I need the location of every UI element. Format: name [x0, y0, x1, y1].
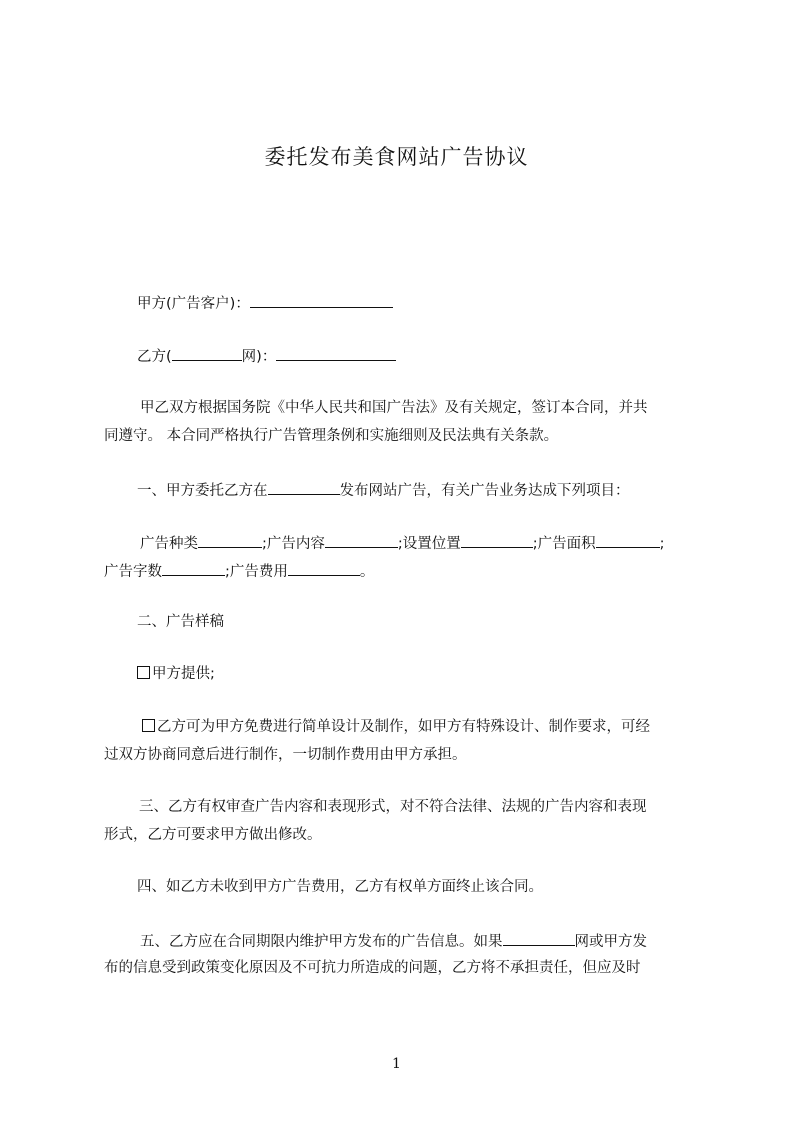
party-b-name-blank[interactable] — [276, 345, 396, 361]
ad-content-label: ;广告内容 — [262, 536, 325, 552]
section-3-line-2: 形式，乙方可要求甲方做出修改。 — [104, 827, 322, 843]
ad-cost-label: ;广告费用 — [225, 564, 288, 580]
party-b-site-blank[interactable] — [172, 345, 242, 361]
option-1-checkbox[interactable] — [137, 666, 150, 679]
section-5-suffix: 网或甲方发 — [574, 934, 647, 950]
ad-content-blank[interactable] — [325, 532, 398, 548]
ad-items-end-2: 。 — [359, 564, 375, 580]
option-1-label: 甲方提供; — [152, 666, 215, 682]
ad-cost-blank[interactable] — [288, 560, 360, 576]
section-3-line-1: 三、乙方有权审查广告内容和表现形式，对不符合法律、法规的广告内容和表现 — [139, 799, 647, 815]
ad-items-line-1 — [140, 532, 665, 554]
section-1-suffix: 发布网站广告，有关广告业务达成下列项目： — [339, 483, 630, 499]
ad-type-label: 广告种类 — [140, 536, 198, 552]
section-5-site-blank[interactable] — [503, 930, 575, 946]
option-party-a-provides — [137, 664, 215, 684]
section-5-prefix: 五、乙方应在合同期限内维护甲方发布的广告信息。如果 — [140, 934, 503, 950]
page-number: 1 — [392, 1056, 401, 1072]
party-b-line — [137, 345, 396, 367]
ad-area-blank[interactable] — [596, 532, 660, 548]
section-2-heading: 二、广告样稿 — [137, 614, 224, 630]
party-a-label: 甲方(广告客户)： — [137, 296, 250, 312]
section-4: 四、如乙方未收到甲方广告费用，乙方有权单方面终止该合同。 — [137, 879, 543, 895]
section-1-site-blank[interactable] — [268, 479, 340, 495]
ad-words-blank[interactable] — [162, 560, 225, 576]
ad-position-label: ;设置位置 — [397, 536, 461, 552]
party-a-line — [137, 292, 393, 314]
party-a-blank[interactable] — [250, 292, 393, 308]
ad-type-blank[interactable] — [198, 532, 262, 548]
option-2-line-1: 乙方可为甲方免费进行简单设计及制作，如甲方有特殊设计、制作要求，可经 — [157, 719, 650, 735]
ad-items-line-2 — [104, 560, 374, 582]
intro-line-2: 同遵守。 本合同严格执行广告管理条例和实施细则及民法典有关条款。 — [104, 428, 559, 444]
option-2-checkbox[interactable] — [142, 719, 155, 732]
section-5-line-2: 布的信息受到政策变化原因及不可抗力所造成的问题，乙方将不承担责任，但应及时 — [104, 960, 641, 976]
intro-line-1: 甲乙双方根据国务院《中华人民共和国广告法》及有关规定，签订本合同，并共 — [140, 400, 648, 416]
party-b-close: 网)： — [241, 349, 277, 365]
ad-area-label: ;广告面积 — [532, 536, 596, 552]
section-1-line — [137, 479, 630, 501]
option-party-b-designs — [142, 717, 650, 737]
section-1-prefix: 一、甲方委托乙方在 — [137, 483, 268, 499]
ad-words-label: 广告字数 — [104, 564, 162, 580]
ad-items-end-1: ; — [659, 536, 665, 552]
party-b-open: 乙方( — [137, 349, 172, 365]
document-title: 委托发布美食网站广告协议 — [264, 145, 529, 169]
section-5-line-1 — [140, 930, 647, 952]
ad-position-blank[interactable] — [461, 532, 533, 548]
option-2-line-2: 过双方协商同意后进行制作，一切制作费用由甲方承担。 — [104, 747, 467, 763]
